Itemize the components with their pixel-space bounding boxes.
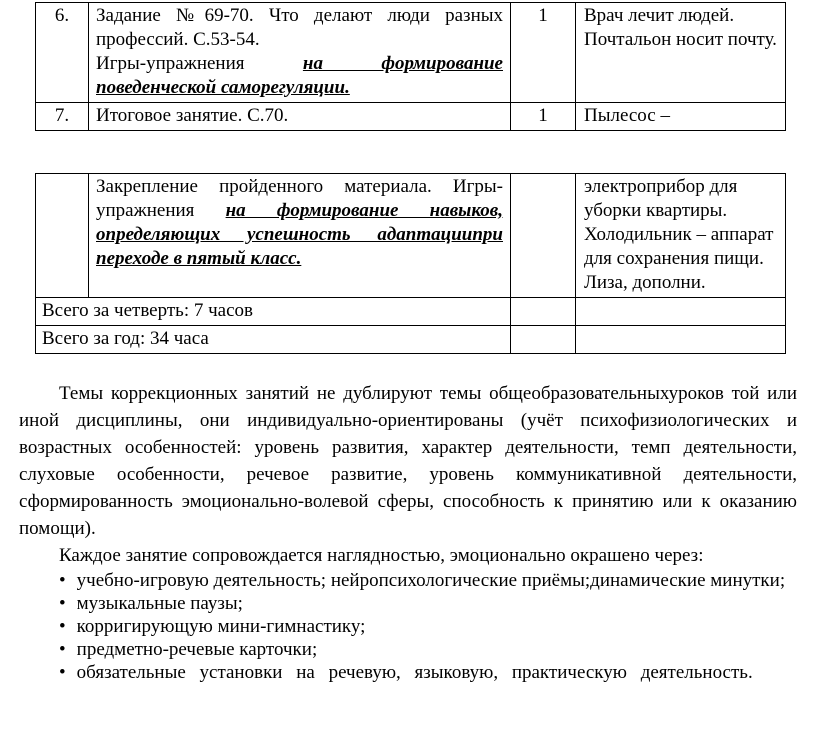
bullet-item <box>19 569 797 592</box>
bullet-marker-icon: • <box>59 593 66 614</box>
row7cont-hours-cell <box>511 174 576 298</box>
row7cont-topic-normal-text: Закрепление пройденного материала. Игры-упражнения <box>96 176 503 221</box>
row7-topic-cell: Итоговое занятие. С.70. <box>89 103 511 131</box>
row6-hours-cell: 1 <box>511 3 576 103</box>
lesson-table-upper <box>35 2 786 131</box>
table-row-7 <box>36 103 786 131</box>
bullet-item <box>19 638 797 661</box>
bullet-text: музыкальные паузы; <box>76 593 243 614</box>
total-year-cell: Всего за год: 34 часа <box>36 326 511 354</box>
row7cont-number-cell <box>36 174 89 298</box>
total-quarter-hours-cell <box>511 298 576 326</box>
row6-notes-cell: Врач лечит людей. Почтальон носит почту. <box>576 3 786 103</box>
row6-topic-normal-text: Игры-упражнения <box>96 53 303 74</box>
paragraph-lesson-visuals: Каждое занятие сопровождается наглядностью, эмоционально окрашено через: <box>59 545 704 566</box>
row7-notes-cell: Пылесос – <box>576 103 786 131</box>
bullet-marker-icon: • <box>59 639 66 660</box>
total-quarter-row <box>36 298 786 326</box>
bullet-text: обязательные установки на речевую, языковую, практическую деятельность. <box>76 662 753 683</box>
row6-topic-emphasis-text: на формирование поведенческой саморегуляции. <box>96 53 503 98</box>
row7cont-topic-emphasis-text: на формирование навыков, определяющих успешность адаптациипри переходе в пятый класс. <box>96 200 504 269</box>
bullet-text: предметно-речевые карточки; <box>76 639 318 660</box>
paragraph-correction-themes: Темы коррекционных занятий не дублируют темы общеобразовательныхуроков той или иной дисциплины, они индивидуально-ориентированы (учёт психофизиологических и возрастных особенностей: уровень развития, характер деятельности, темп деятельности, слуховые особенности, речевое развитие, уровень коммуникативной деятельности, сформированность эмоционально-волевой сферы, способность к принятию или к оказанию помощи). <box>19 383 797 539</box>
row7cont-notes-cell: электроприбор для уборки квартиры. Холодильник – аппарат для сохранения пищи. Лиза, дополни. <box>576 174 786 298</box>
bullet-text: корригирующую мини-гимнастику; <box>76 616 366 637</box>
bullet-marker-icon: • <box>59 616 66 637</box>
bullet-marker-icon: • <box>59 570 66 591</box>
row6-number-cell: 6. <box>36 3 89 103</box>
row6-topic-paragraph1: Задание №69-70. Что делают люди разных профессий. С.53-54. <box>96 5 503 50</box>
row6-topic-paragraph2 <box>96 52 503 100</box>
bullet-item <box>19 661 797 684</box>
lesson-table-lower <box>35 173 786 354</box>
total-quarter-notes-cell <box>576 298 786 326</box>
row7-hours-cell: 1 <box>511 103 576 131</box>
table-row-7-continued <box>36 174 786 298</box>
total-year-hours-cell <box>511 326 576 354</box>
row7cont-topic-cell <box>89 174 511 298</box>
bullet-text: учебно-игровую деятельность; нейропсихологические приёмы;динамические минутки; <box>76 570 786 591</box>
row7-number-cell: 7. <box>36 103 89 131</box>
table-row-6 <box>36 3 786 103</box>
total-quarter-cell: Всего за четверть: 7 часов <box>36 298 511 326</box>
row7cont-topic-paragraph <box>96 175 503 271</box>
total-year-row <box>36 326 786 354</box>
row6-topic-cell <box>89 3 511 103</box>
bullet-marker-icon: • <box>59 662 66 683</box>
bullet-item <box>19 615 797 638</box>
bullet-item <box>19 592 797 615</box>
total-year-notes-cell <box>576 326 786 354</box>
